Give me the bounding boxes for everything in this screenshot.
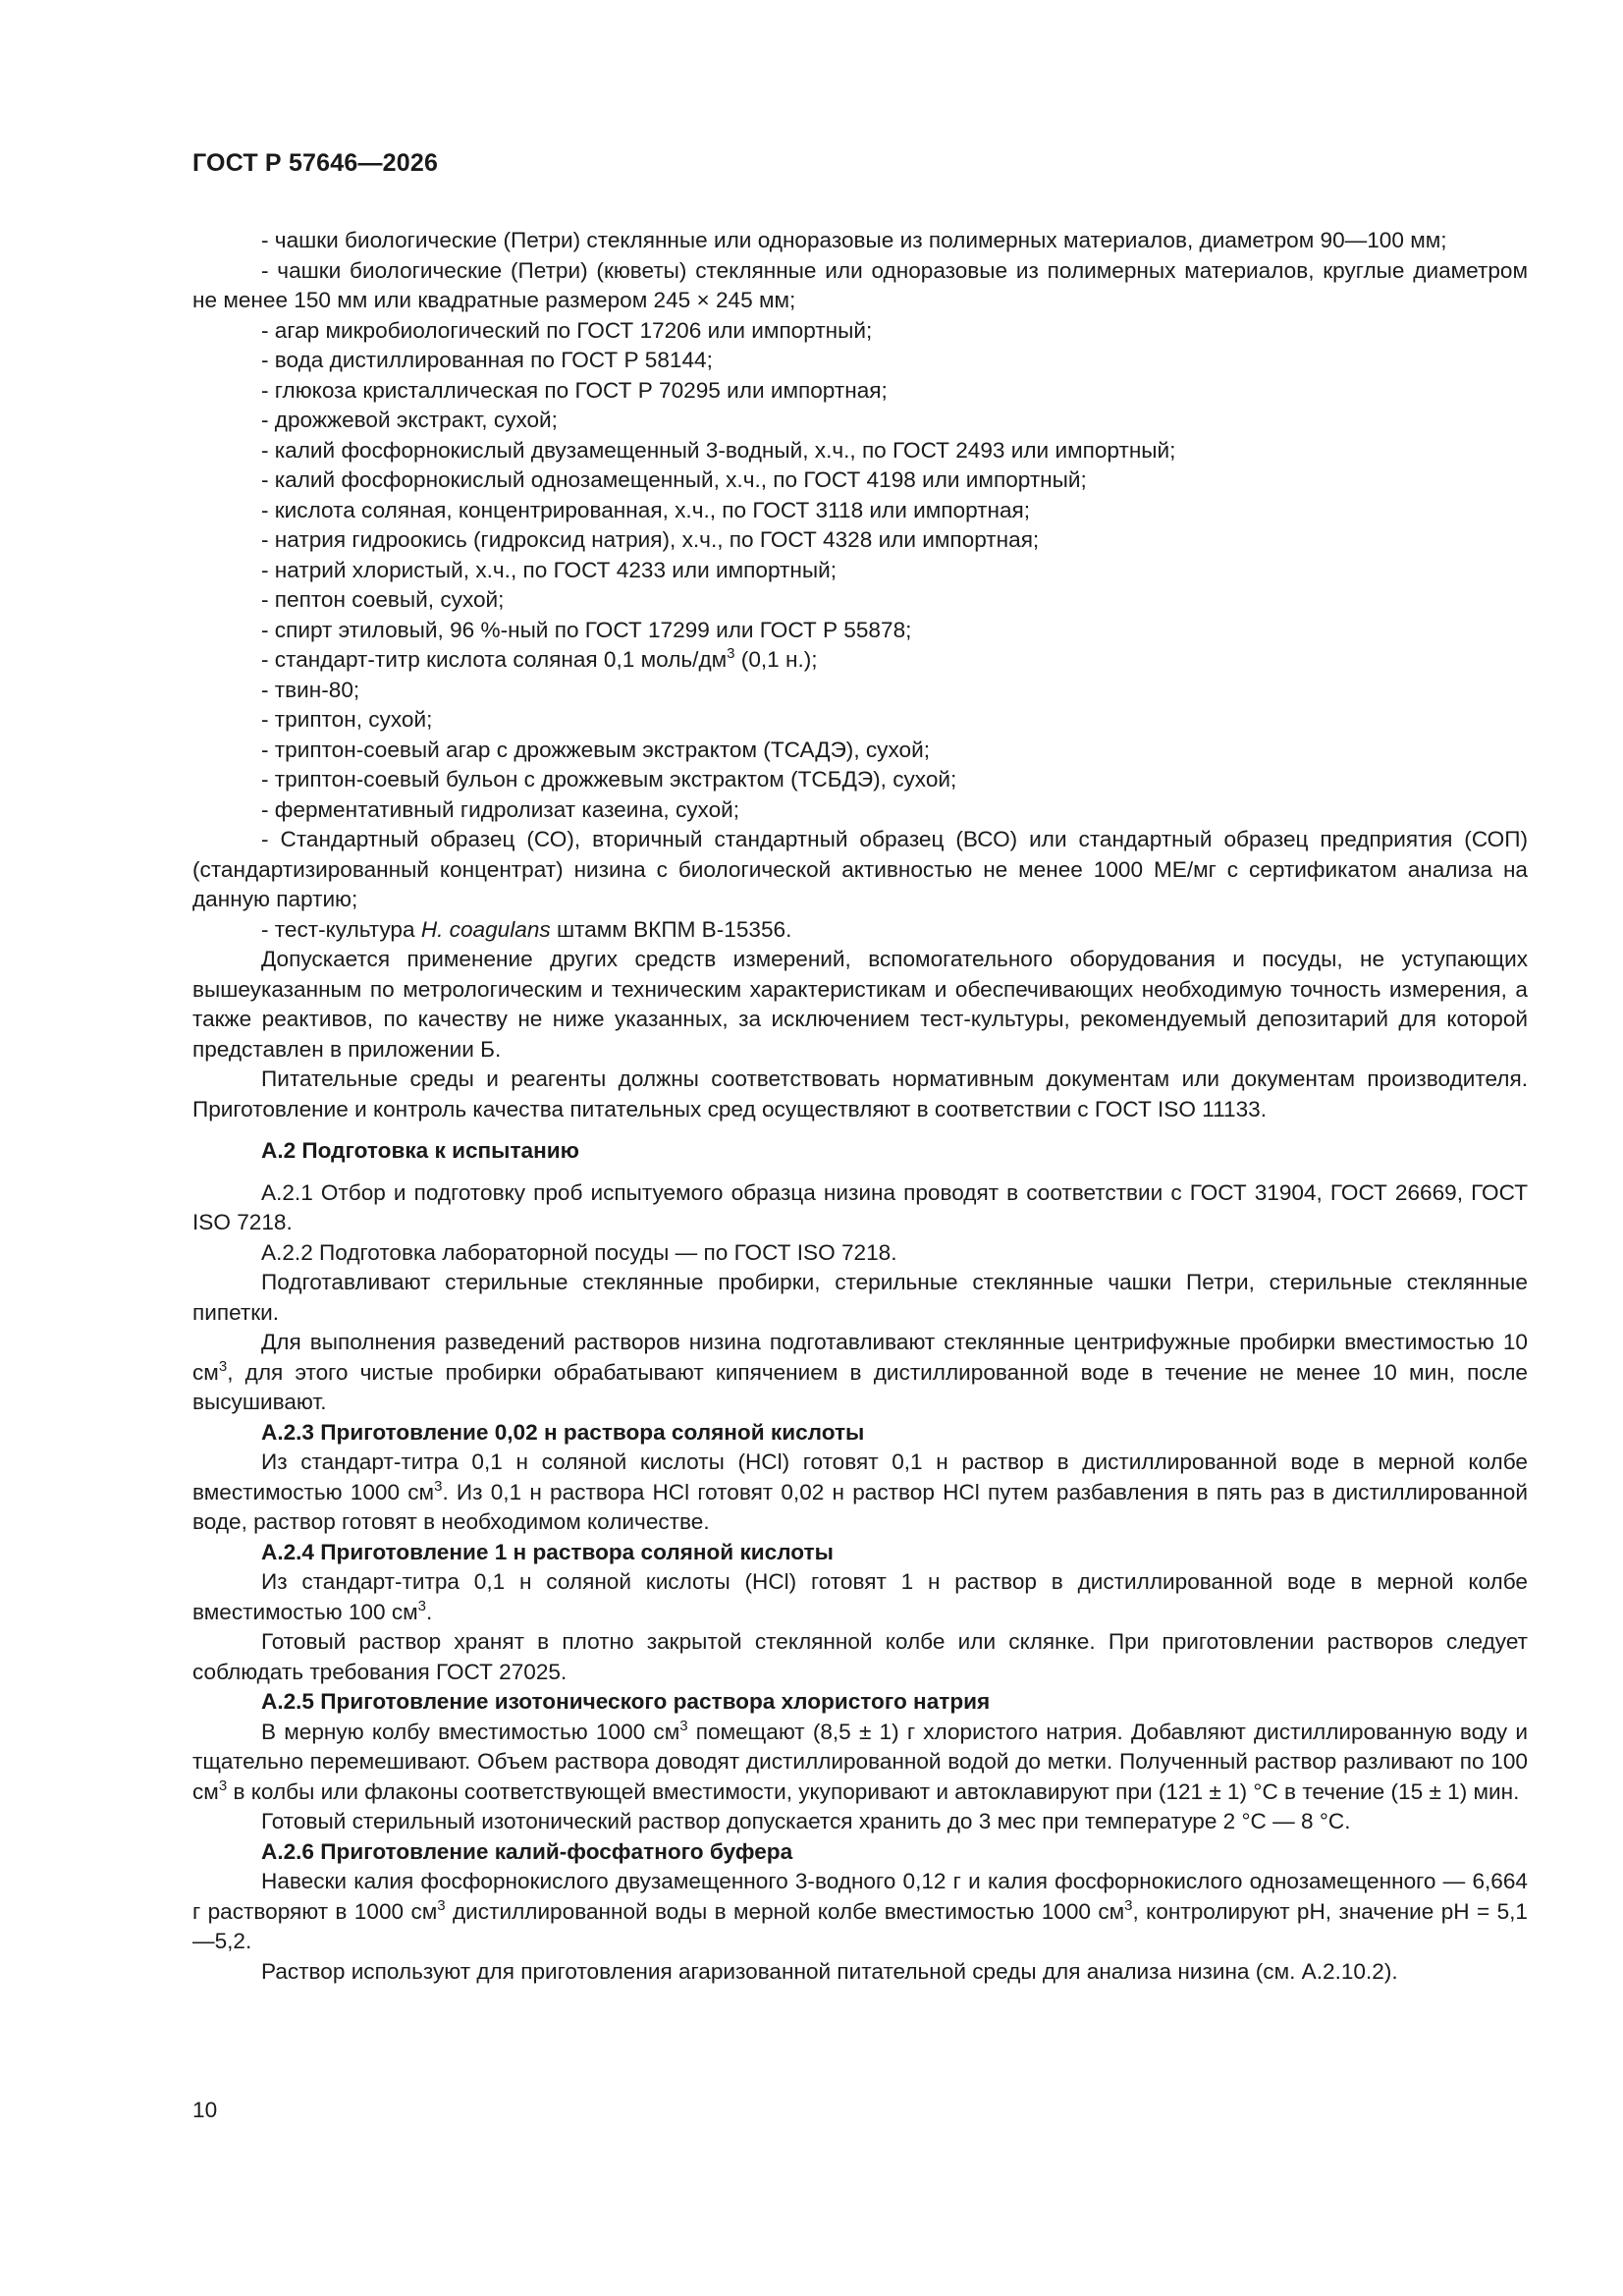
materials-list [192, 226, 1528, 645]
paragraph-a23: Из стандарт-титра 0,1 н соляной кислоты (HCl) готовят 0,1 н раствор в дистиллированной воде в мерной колбе вместимостью 1000 $см^3$. Из 0,1 н раствора HCl готовят 0,02 н раствор HCl путем разбавления в пять раз в дистиллированной воде, раствор готовят в необходимом количестве. [192, 1449, 1528, 1534]
list-item: - дрожжевой экстракт, сухой; [261, 408, 558, 432]
paragraph-a22: А.2.2 Подготовка лабораторной посуды — по ГОСТ ISO 7218. [261, 1239, 897, 1265]
list-item: - Стандартный образец (СО), вторичный стандартный образец (ВСО) или стандартный образец предприятия (СОП) (стандартизированный концентрат) низина с биологической активностью не менее 1000 МЕ/мг с сертификатом анализа на данную партию; [192, 827, 1528, 911]
list-item-titr: - стандарт-титр кислота соляная 0,1 моль/$дм^3$ (0,1 н.); [261, 645, 818, 672]
paragraph-a21: А.2.1 Отбор и подготовку проб испытуемого образца низина проводят в соответствии с ГОСТ 31904, ГОСТ 26669, ГОСТ ISO 7218. [192, 1179, 1528, 1234]
list-item: - агар микробиологический по ГОСТ 17206 или импортный; [261, 317, 873, 343]
list-item: - кислота соляная, концентрированная, х.ч., по ГОСТ 3118 или импортная; [261, 497, 1031, 522]
paragraph-a26-usage: Раствор используют для приготовления агаризованной питательной среды для анализа низина (см. А.2.10.2). [261, 1958, 1398, 1984]
paragraph-a24: Из стандарт-титра 0,1 н соляной кислоты (HCl) готовят 1 н раствор в дистиллированной воде в мерной колбе вместимостью 100 $см^3$. [192, 1569, 1528, 1624]
list-item: - вода дистиллированная по ГОСТ Р 58144; [261, 348, 713, 372]
section-heading-a25: А.2.5 Приготовление изотонического раствора хлористого натрия [261, 1689, 991, 1714]
list-item: - триптон-соевый агар с дрожжевым экстрактом (ТСАДЭ), сухой; [261, 737, 930, 762]
paragraph-a25: В мерную колбу вместимостью 1000 $см^3$ помещают (8,5 ± 1) г хлористого натрия. Добавляют дистиллированную воду и тщательно перемешивают. Объем раствора доводят дистиллированной водой до метки. Полученный раствор разливают по 100 $см^3$ в колбы или флаконы соответствующей вместимости, укупоривают и автоклавируют при (121 ± 1) °С в течение (15 ± 1) мин. [192, 1717, 1528, 1804]
list-item: - чашки биологические (Петри) (кюветы) стеклянные или одноразовые из полимерных материалов, круглые диаметром не менее 150 мм или квадратные размером 245 × 245 мм; [192, 257, 1528, 312]
section-heading-a23: А.2.3 Приготовление 0,02 н раствора соляной кислоты [261, 1419, 865, 1445]
list-item: - спирт этиловый, 96 %-ный по ГОСТ 17299 или ГОСТ Р 55878; [261, 617, 912, 642]
paragraph-nutrient-media: Питательные среды и реагенты должны соответствовать нормативным документам или документам производителя. Приготовление и контроль качества питательных сред осуществляют в соответствии с ГОСТ ISO 11133. [192, 1066, 1528, 1121]
document-body [192, 226, 1528, 1987]
list-item: - чашки биологические (Петри) стеклянные или одноразовые из полимерных материалов, диаметром 90—100 мм; [261, 228, 1447, 252]
paragraph-allowed-substitutes: Допускается применение других средств измерений, вспомогательного оборудования и посуды, не уступающих вышеуказанным по метрологическим и техническим характеристикам и обеспечивающих необходимую точность измерения, а также реактивов, по качеству не ниже указанных, за исключением тест-культуры, рекомендуемый депозитарий для которой представлен в приложении Б. [192, 947, 1528, 1062]
paragraph-a22-glassware: Подготавливают стерильные стеклянные пробирки, стерильные стеклянные чашки Петри, стерильные стеклянные пипетки. [192, 1270, 1528, 1325]
list-item: - триптон-соевый бульон с дрожжевым экстрактом (ТСБДЭ), сухой; [261, 767, 957, 792]
list-item: - ферментативный гидролизат казеина, сухой; [261, 796, 740, 822]
list-item: - триптон, сухой; [261, 707, 433, 732]
paragraph-a25-storage: Готовый стерильный изотонический раствор допускается хранить до 3 мес при температуре 2 °С — 8 °С. [261, 1809, 1351, 1833]
materials-list-continued [192, 676, 1528, 915]
page-number: 10 [192, 2098, 218, 2122]
paragraph-a24-storage: Готовый раствор хранят в плотно закрытой стеклянной колбе или склянке. При приготовлении растворов следует соблюдать требования ГОСТ 27025. [192, 1629, 1528, 1684]
paragraph-a22-tubes: Для выполнения разведений растворов низина подготавливают стеклянные центрифужные пробирки вместимостью 10 $см^3$, для этого чистые пробирки обрабатывают кипячением в дистиллированной воде в течение не менее 10 мин, после высушивают. [192, 1330, 1528, 1414]
list-item: - натрий хлористый, х.ч., по ГОСТ 4233 или импортный; [261, 557, 837, 582]
list-item: - твин-80; [261, 677, 360, 702]
list-item: - пептон соевый, сухой; [261, 587, 505, 612]
list-item: - калий фосфорнокислый двузамещенный 3-водный, х.ч., по ГОСТ 2493 или импортный; [261, 437, 1176, 463]
section-heading-a26: А.2.6 Приготовление калий-фосфатного буфера [261, 1838, 793, 1864]
paragraph-a26: Навески калия фосфорнокислого двузамещенного 3-водного 0,12 г и калия фосфорнокислого однозамещенного — 6,664 г растворяют в 1000 $см^3$ дистиллированной воды в мерной колбе вместимостью 1000 $см^3$, контролируют pH, значение pH = 5,1—5,2. [192, 1869, 1528, 1953]
list-item: - калий фосфорнокислый однозамещенный, х.ч., по ГОСТ 4198 или импортный; [261, 467, 1087, 492]
page-header-standard-number: ГОСТ Р 57646—2026 [192, 149, 439, 177]
list-item: - натрия гидроокись (гидроксид натрия), х.ч., по ГОСТ 4328 или импортная; [261, 527, 1040, 552]
list-item: - глюкоза кристаллическая по ГОСТ Р 70295 или импортная; [261, 377, 888, 403]
section-heading-a2: А.2 Подготовка к испытанию [261, 1138, 579, 1163]
section-heading-a24: А.2.4 Приготовление 1 н раствора соляной кислоты [261, 1539, 834, 1564]
list-item-test-culture: - тест-культура H. coagulans штамм ВКПМ В-15356. [261, 916, 792, 942]
